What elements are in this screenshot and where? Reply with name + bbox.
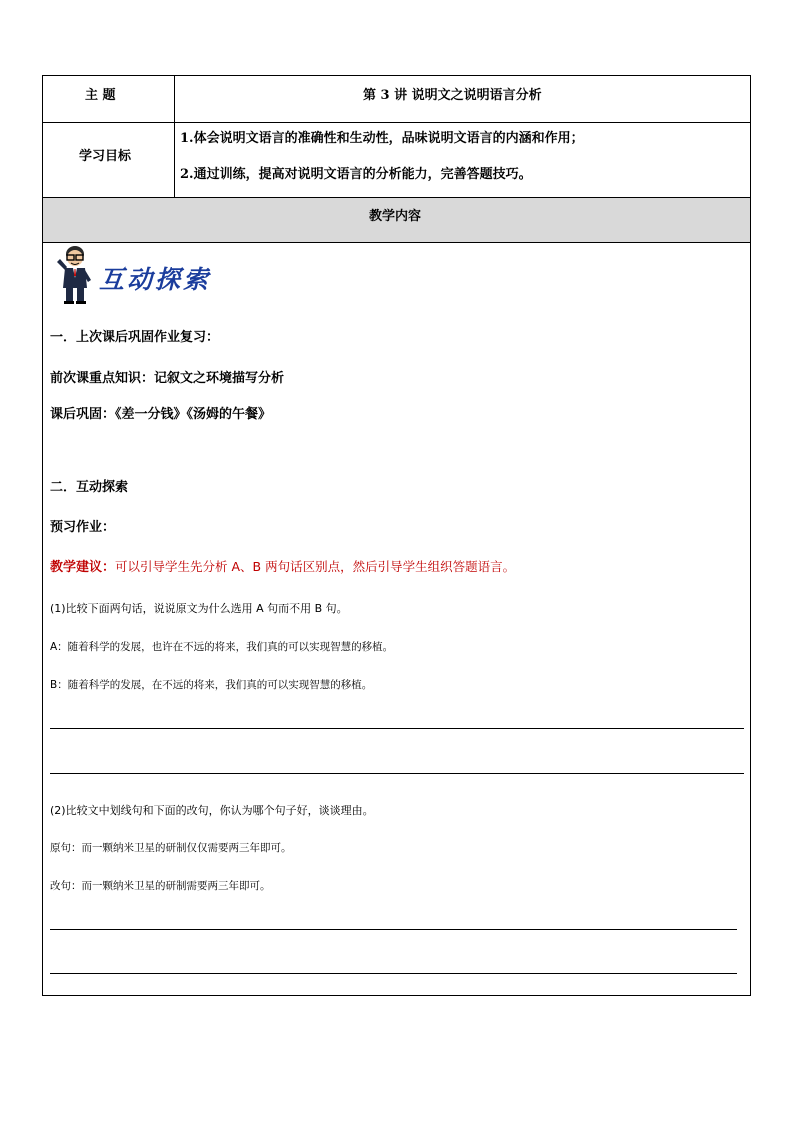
content-label: 教学内容 (369, 209, 422, 224)
question-2: (2)比较文中划线句和下面的改句，你认为哪个句子好，谈谈理由。 (50, 804, 374, 817)
suggestion-label: 教学建议： (50, 560, 116, 575)
question-1-option-a: A：随着科学的发展，也许在不远的将来，我们真的可以实现智慧的移植。 (50, 641, 394, 653)
goals-label: 学习目标 (79, 149, 132, 164)
suggestion-text: 可以引导学生先分析 A、B 两句话区别点，然后引导学生组织答题语言。 (115, 559, 516, 574)
section1-homework: 课后巩固：《差一分钱》《汤姆的午餐》 (50, 407, 272, 422)
lesson-table (42, 75, 751, 996)
topic-label: 主 题 (85, 88, 116, 103)
question-2-original: 原句：而一颗纳米卫星的研制仅仅需要两三年即可。 (50, 842, 292, 854)
answer-line[interactable] (50, 973, 737, 974)
question-1-option-b: B：随着科学的发展，在不远的将来，我们真的可以实现智慧的移植。 (50, 679, 373, 691)
goal-item: 1.体会说明文语言的准确性和生动性，品味说明文语言的内涵和作用； (180, 131, 584, 146)
banner-title: 互动探索 (99, 265, 212, 294)
answer-line[interactable] (50, 929, 737, 930)
answer-line[interactable] (50, 773, 744, 774)
section1-key-points: 前次课重点知识：记叙文之环境描写分析 (50, 371, 285, 386)
question-2-modified: 改句：而一颗纳米卫星的研制需要两三年即可。 (50, 880, 271, 892)
teacher-mascot-icon (53, 244, 97, 306)
row-divider (43, 242, 750, 243)
row-divider (43, 122, 750, 123)
preview-label: 预习作业： (50, 520, 116, 535)
goal-item: 2.通过训练，提高对说明文语言的分析能力，完善答题技巧。 (180, 167, 532, 182)
teaching-suggestion (50, 556, 515, 575)
topic-value: 第 3 讲 说明文之说明语言分析 (363, 88, 542, 103)
question-1: (1)比较下面两句话，说说原文为什么选用 A 句而不用 B 句。 (50, 602, 348, 615)
section2-heading: 二．互动探索 (50, 480, 129, 495)
section1-heading: 一．上次课后巩固作业复习： (50, 330, 220, 345)
column-divider (174, 76, 175, 197)
row-divider (43, 197, 750, 198)
answer-line[interactable] (50, 728, 744, 729)
